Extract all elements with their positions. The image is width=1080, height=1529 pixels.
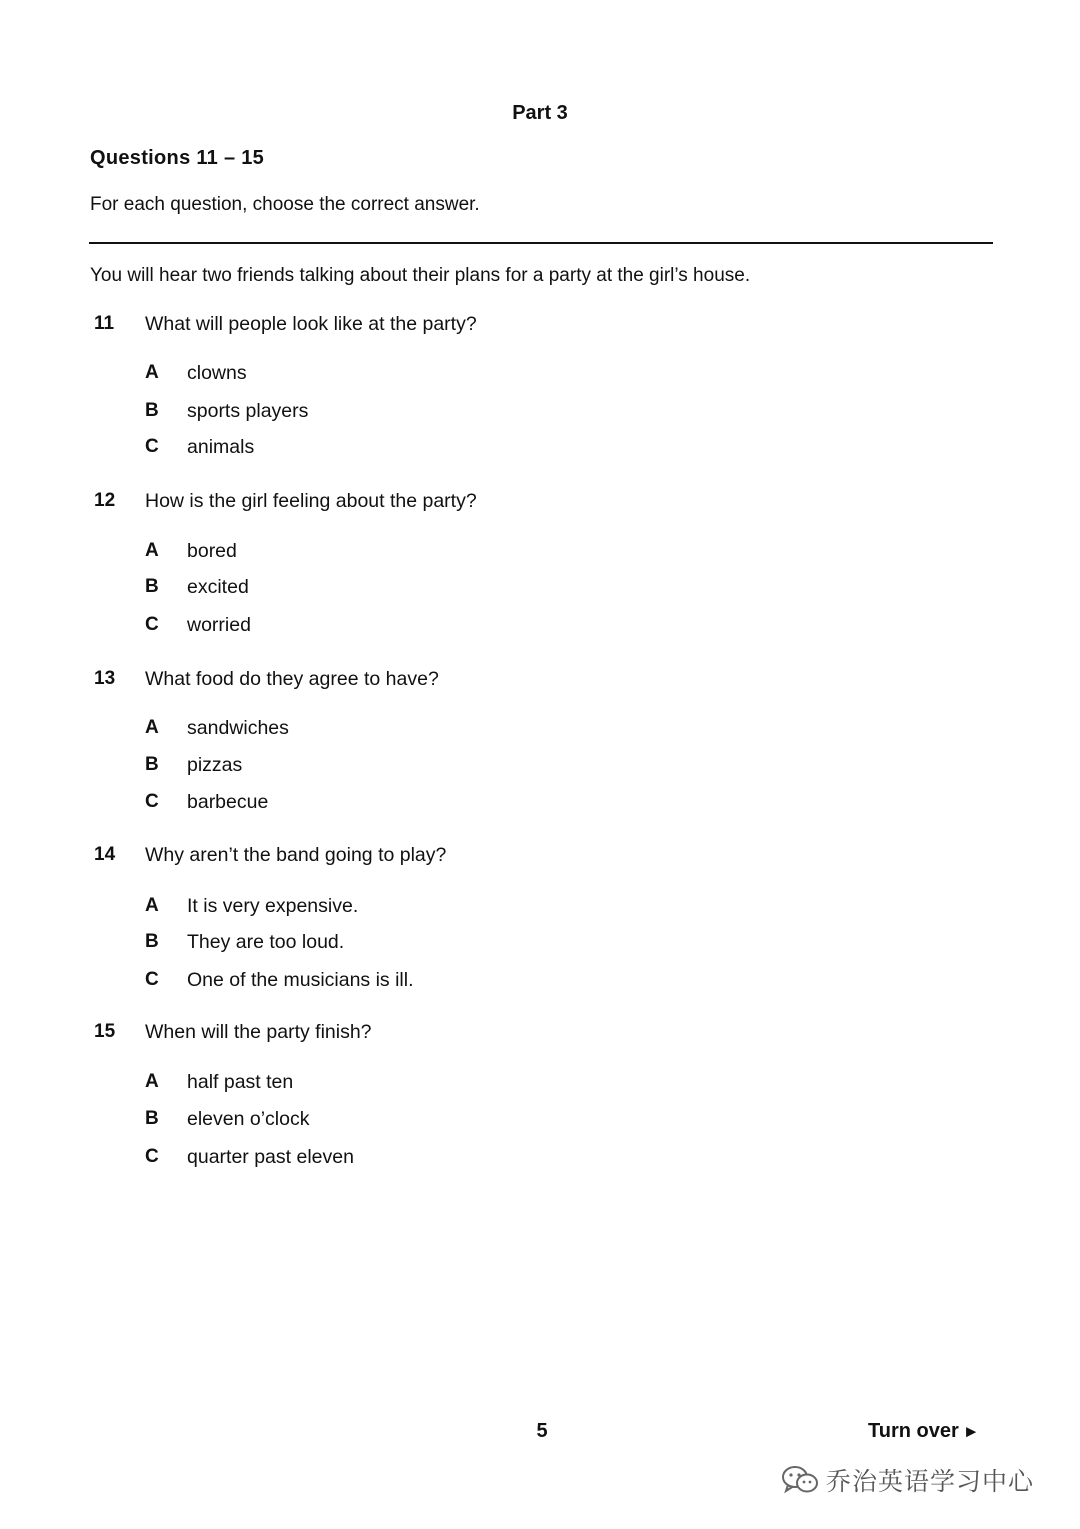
question-number: 14 — [94, 844, 116, 865]
option-text: They are too loud. — [187, 931, 345, 953]
context-text: You will hear two friends talking about their plans for a party at the girl’s house. — [90, 265, 751, 286]
option-letter: A — [145, 362, 159, 383]
option-text: It is very expensive. — [187, 895, 359, 917]
divider-rule — [89, 242, 993, 244]
option-text: quarter past eleven — [187, 1146, 354, 1168]
option-letter: C — [145, 436, 159, 457]
option-letter: B — [145, 1108, 159, 1129]
instruction-text: For each question, choose the correct answer. — [90, 194, 480, 215]
wechat-icon — [780, 1464, 820, 1503]
question-text: How is the girl feeling about the party? — [145, 490, 477, 512]
option-letter: B — [145, 576, 159, 597]
watermark-text: 乔治英语学习中心 — [826, 1468, 1035, 1496]
part-title: Part 3 — [512, 102, 568, 124]
arrow-right-icon: ► — [962, 1422, 980, 1441]
option-letter: C — [145, 969, 159, 990]
option-text: sports players — [187, 400, 309, 422]
turn-over-label — [868, 1420, 980, 1443]
option-letter: C — [145, 614, 159, 635]
question-text: When will the party finish? — [145, 1021, 372, 1043]
option-text: bored — [187, 540, 237, 562]
watermark — [780, 1462, 1034, 1503]
question-number: 11 — [94, 313, 115, 334]
turn-over-text: Turn over — [868, 1420, 959, 1442]
option-letter: A — [145, 895, 159, 916]
option-letter: A — [145, 717, 159, 738]
option-letter: C — [145, 791, 159, 812]
page-number: 5 — [536, 1420, 548, 1442]
question-number: 13 — [94, 668, 116, 689]
option-letter: B — [145, 400, 159, 421]
option-letter: A — [145, 1071, 159, 1092]
option-text: barbecue — [187, 791, 269, 813]
option-text: sandwiches — [187, 717, 289, 739]
option-letter: B — [145, 754, 159, 775]
option-text: eleven o’clock — [187, 1108, 310, 1130]
option-text: worried — [187, 614, 251, 636]
option-letter: B — [145, 931, 159, 952]
option-text: half past ten — [187, 1071, 294, 1093]
question-number: 15 — [94, 1021, 116, 1042]
option-text: pizzas — [187, 754, 243, 776]
option-text: One of the musicians is ill. — [187, 969, 414, 991]
question-text: Why aren’t the band going to play? — [145, 844, 447, 866]
option-text: animals — [187, 436, 255, 458]
section-title: Questions 11 – 15 — [90, 147, 265, 169]
question-text: What food do they agree to have? — [145, 668, 439, 690]
question-number: 12 — [94, 490, 116, 511]
option-letter: C — [145, 1146, 159, 1167]
option-text: clowns — [187, 362, 247, 384]
question-text: What will people look like at the party? — [145, 313, 477, 335]
option-letter: A — [145, 540, 159, 561]
option-text: excited — [187, 576, 249, 598]
